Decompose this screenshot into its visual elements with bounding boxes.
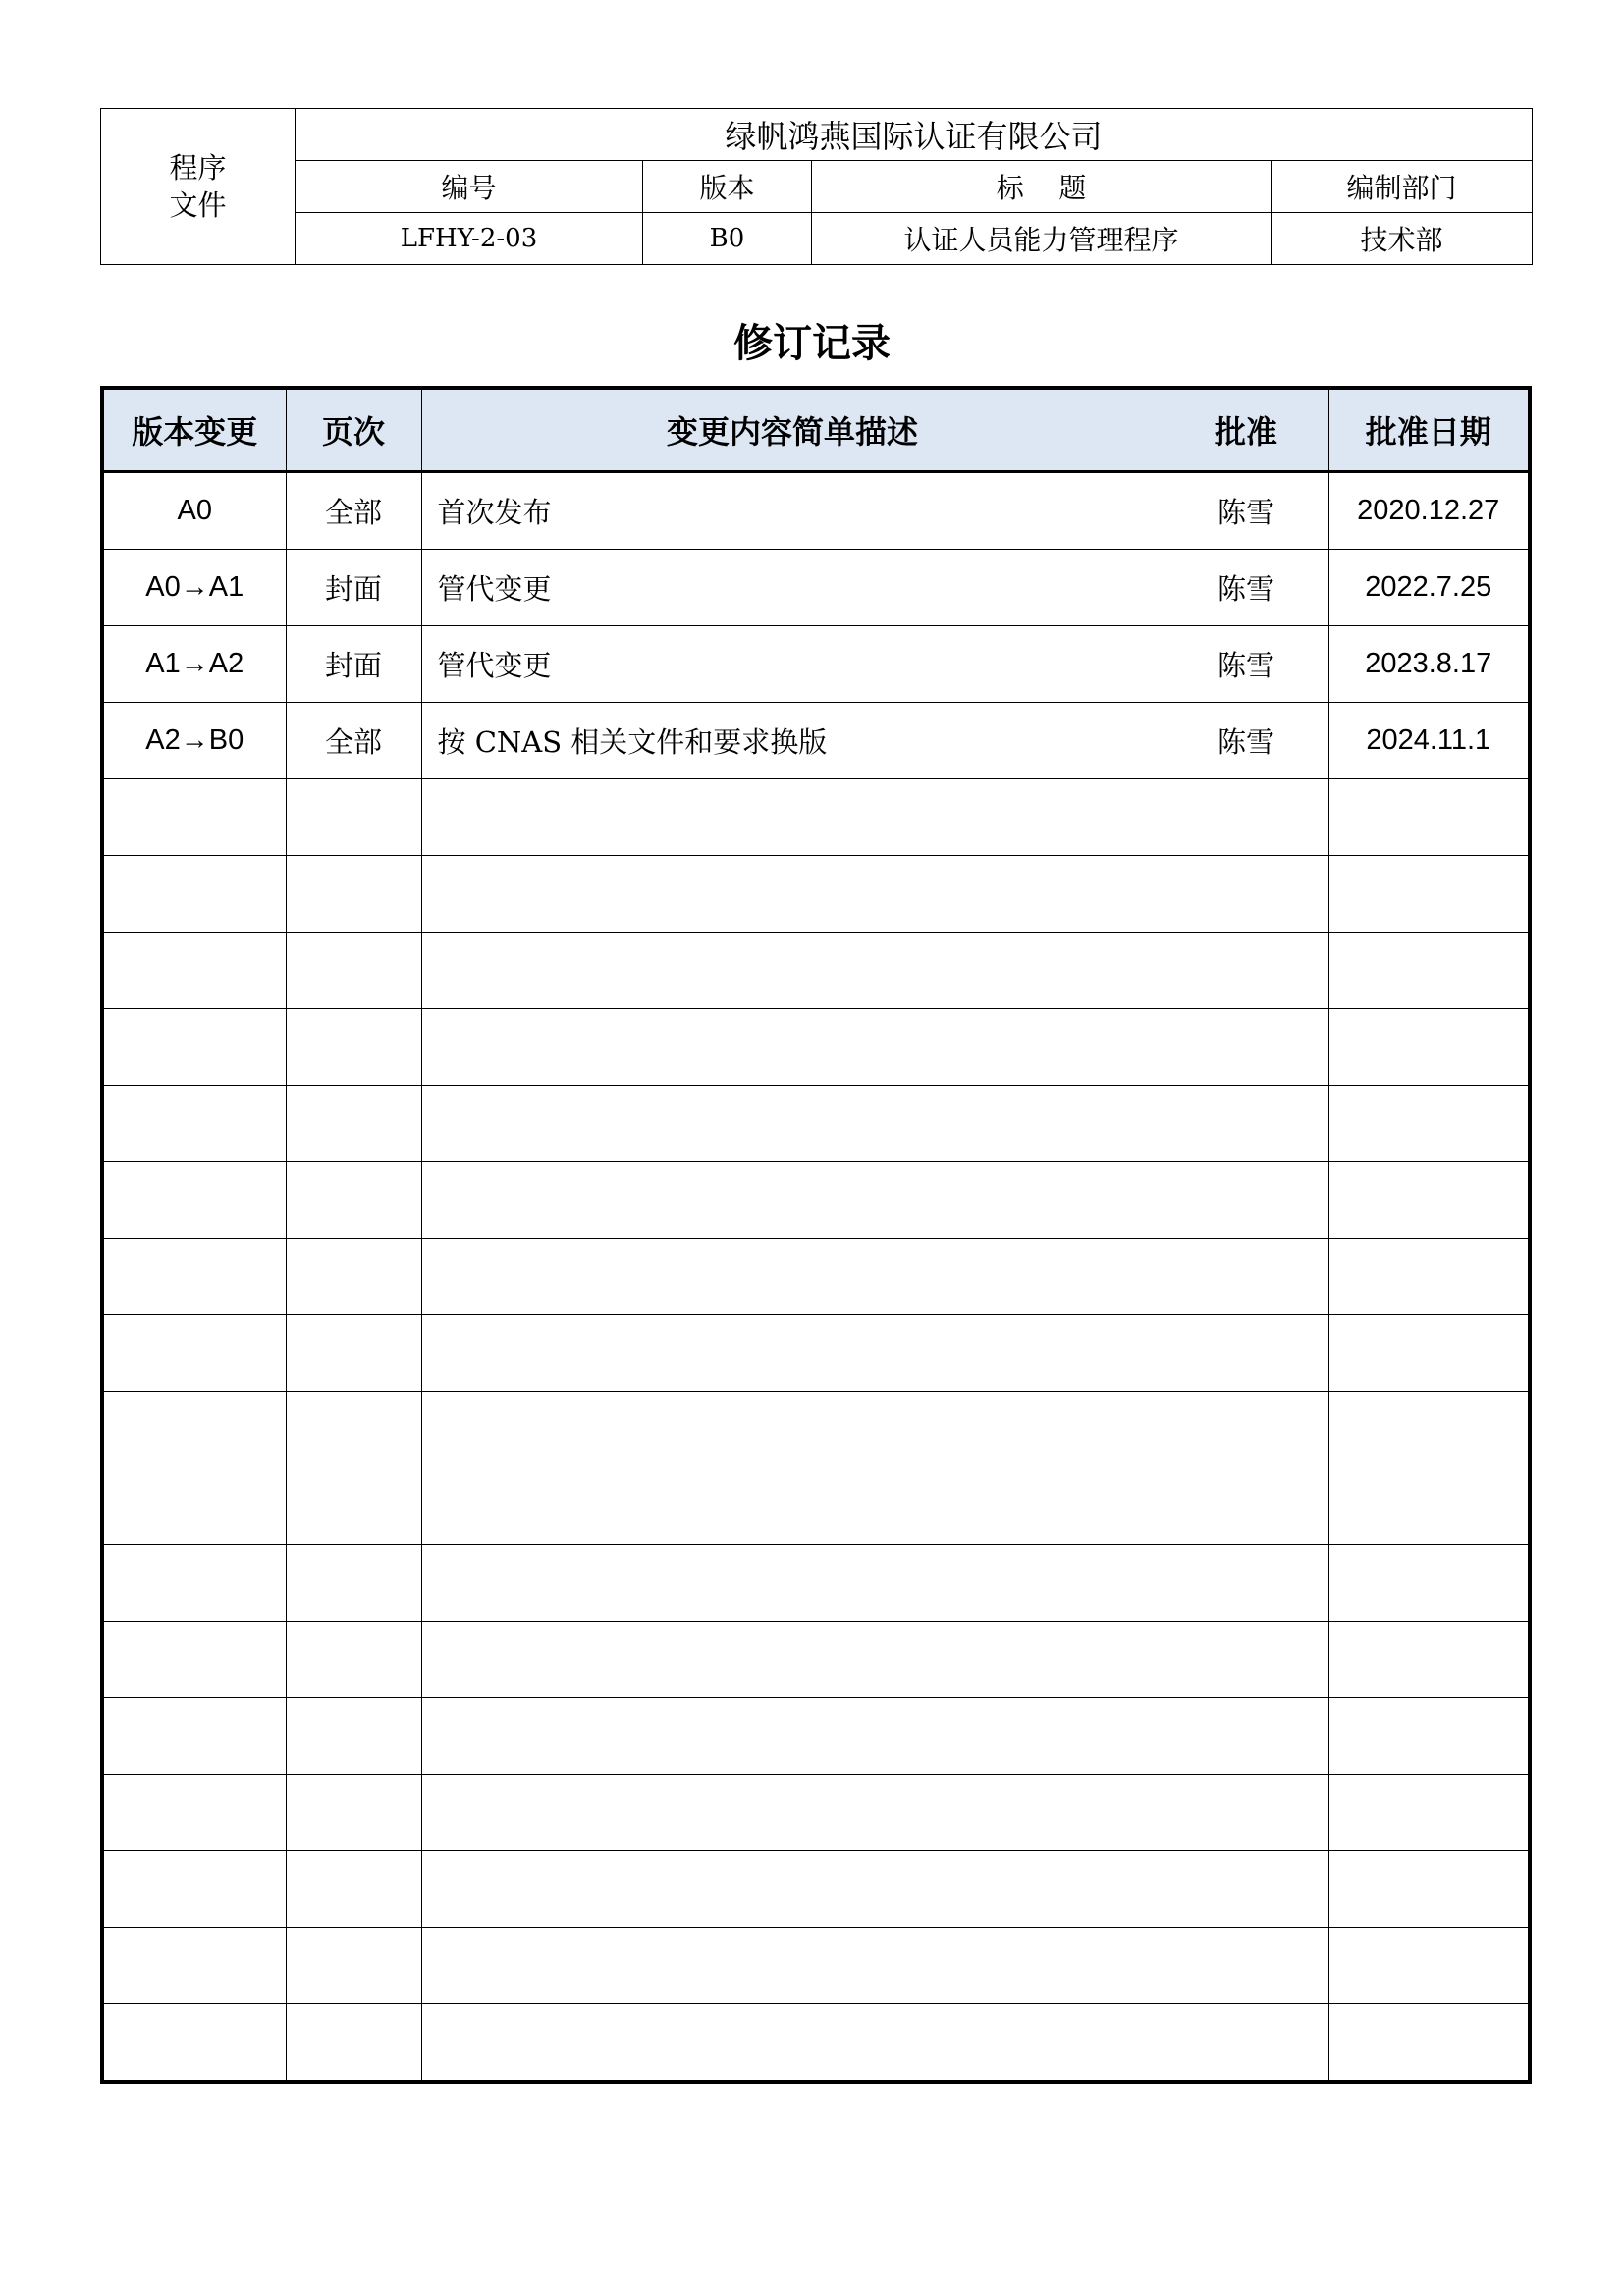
document-code: LFHY-2-03 — [296, 213, 643, 265]
pages-cell — [286, 933, 421, 1009]
approval-date-cell — [1328, 1009, 1530, 1086]
table-row — [102, 1009, 1530, 1086]
table-row — [102, 1775, 1530, 1851]
approver-cell: 陈雪 — [1164, 472, 1328, 550]
pages-cell — [286, 1086, 421, 1162]
version-change-cell — [102, 1392, 286, 1468]
approval-date-cell — [1328, 1775, 1530, 1851]
approval-date-cell — [1328, 1239, 1530, 1315]
approver-cell — [1164, 1086, 1328, 1162]
pages-cell — [286, 1698, 421, 1775]
description-cell — [421, 1622, 1164, 1698]
version-change-cell — [102, 1698, 286, 1775]
description-cell — [421, 856, 1164, 933]
description-cell — [421, 1009, 1164, 1086]
pages-cell — [286, 1392, 421, 1468]
description-cell — [421, 2004, 1164, 2083]
approver-cell: 陈雪 — [1164, 626, 1328, 703]
description-cell — [421, 1698, 1164, 1775]
version-change-cell — [102, 1086, 286, 1162]
pages-cell — [286, 1162, 421, 1239]
version-change-cell — [102, 933, 286, 1009]
document-version: B0 — [643, 213, 812, 265]
version-change-cell — [102, 1775, 286, 1851]
approval-date-cell: 2024.11.1 — [1328, 703, 1530, 779]
description-cell — [421, 779, 1164, 856]
pages-cell — [286, 1545, 421, 1622]
column-header-pages: 页次 — [286, 388, 421, 472]
description-cell — [421, 1928, 1164, 2004]
approver-cell — [1164, 1775, 1328, 1851]
approver-cell — [1164, 1468, 1328, 1545]
description-cell — [421, 1315, 1164, 1392]
approver-cell — [1164, 1392, 1328, 1468]
pages-cell — [286, 1775, 421, 1851]
approver-cell — [1164, 856, 1328, 933]
version-change-cell — [102, 1239, 286, 1315]
approver-cell — [1164, 933, 1328, 1009]
revision-table-body — [102, 472, 1530, 2083]
approver-cell — [1164, 1928, 1328, 2004]
table-row — [102, 1392, 1530, 1468]
approval-date-cell — [1328, 1468, 1530, 1545]
version-change-cell — [102, 856, 286, 933]
description-cell: 管代变更 — [421, 626, 1164, 703]
approval-date-cell: 2020.12.27 — [1328, 472, 1530, 550]
description-cell — [421, 933, 1164, 1009]
approval-date-cell — [1328, 1315, 1530, 1392]
approver-cell — [1164, 1698, 1328, 1775]
approval-date-cell — [1328, 1851, 1530, 1928]
version-change-cell — [102, 1545, 286, 1622]
column-header-approval-date: 批准日期 — [1328, 388, 1530, 472]
table-row — [102, 779, 1530, 856]
document-header-table — [100, 108, 1533, 265]
table-row — [102, 1468, 1530, 1545]
table-row — [102, 1851, 1530, 1928]
pages-cell: 全部 — [286, 472, 421, 550]
table-row — [102, 703, 1530, 779]
table-row — [102, 626, 1530, 703]
document-type-line2: 文件 — [169, 188, 227, 222]
description-cell — [421, 1851, 1164, 1928]
document-title: 认证人员能力管理程序 — [812, 213, 1272, 265]
description-cell: 按 CNAS 相关文件和要求换版 — [421, 703, 1164, 779]
column-header-approver: 批准 — [1164, 388, 1328, 472]
version-change-cell — [102, 2004, 286, 2083]
pages-cell: 全部 — [286, 703, 421, 779]
table-row — [102, 1622, 1530, 1698]
approval-date-cell — [1328, 1162, 1530, 1239]
document-type-cell — [101, 109, 296, 265]
approver-cell — [1164, 1009, 1328, 1086]
table-row — [102, 856, 1530, 933]
version-change-cell — [102, 1851, 286, 1928]
description-cell — [421, 1239, 1164, 1315]
version-change-cell — [102, 1162, 286, 1239]
approver-cell: 陈雪 — [1164, 703, 1328, 779]
table-row — [102, 1315, 1530, 1392]
description-cell — [421, 1468, 1164, 1545]
pages-cell — [286, 1315, 421, 1392]
table-row — [102, 1545, 1530, 1622]
version-change-cell: A2→B0 — [102, 703, 286, 779]
approver-cell — [1164, 1622, 1328, 1698]
description-cell: 管代变更 — [421, 550, 1164, 626]
pages-cell — [286, 1851, 421, 1928]
pages-cell — [286, 1239, 421, 1315]
approval-date-cell — [1328, 1698, 1530, 1775]
pages-cell: 封面 — [286, 626, 421, 703]
pages-cell: 封面 — [286, 550, 421, 626]
version-change-cell: A0→A1 — [102, 550, 286, 626]
approver-cell — [1164, 1162, 1328, 1239]
pages-cell — [286, 1468, 421, 1545]
approver-cell — [1164, 2004, 1328, 2083]
approval-date-cell: 2022.7.25 — [1328, 550, 1530, 626]
description-cell — [421, 1392, 1164, 1468]
column-header-version-change: 版本变更 — [102, 388, 286, 472]
table-row — [102, 1086, 1530, 1162]
description-cell — [421, 1545, 1164, 1622]
table-row — [102, 1239, 1530, 1315]
revision-table-header — [102, 388, 1530, 472]
approval-date-cell — [1328, 779, 1530, 856]
pages-cell — [286, 856, 421, 933]
version-change-cell — [102, 1928, 286, 2004]
column-header-description: 变更内容简单描述 — [421, 388, 1164, 472]
title-label: 标 题 — [812, 161, 1272, 213]
approval-date-cell — [1328, 1622, 1530, 1698]
version-change-cell: A1→A2 — [102, 626, 286, 703]
approval-date-cell — [1328, 933, 1530, 1009]
version-change-cell — [102, 1468, 286, 1545]
revision-table — [100, 386, 1532, 2084]
version-change-cell — [102, 1315, 286, 1392]
approver-cell: 陈雪 — [1164, 550, 1328, 626]
approval-date-cell — [1328, 1928, 1530, 2004]
pages-cell — [286, 1928, 421, 2004]
approval-date-cell — [1328, 2004, 1530, 2083]
table-row — [102, 1698, 1530, 1775]
table-row — [102, 1162, 1530, 1239]
table-row — [102, 933, 1530, 1009]
description-cell: 首次发布 — [421, 472, 1164, 550]
table-row — [102, 550, 1530, 626]
version-change-cell — [102, 779, 286, 856]
pages-cell — [286, 1009, 421, 1086]
description-cell — [421, 1775, 1164, 1851]
version-change-cell — [102, 1009, 286, 1086]
department-label: 编制部门 — [1272, 161, 1533, 213]
description-cell — [421, 1162, 1164, 1239]
table-row — [102, 472, 1530, 550]
approval-date-cell — [1328, 1086, 1530, 1162]
pages-cell — [286, 779, 421, 856]
table-row — [102, 2004, 1530, 2083]
pages-cell — [286, 1622, 421, 1698]
approval-date-cell — [1328, 1392, 1530, 1468]
approver-cell — [1164, 779, 1328, 856]
table-row — [102, 1928, 1530, 2004]
page-title: 修订记录 — [733, 321, 891, 366]
version-change-cell: A0 — [102, 472, 286, 550]
approver-cell — [1164, 1239, 1328, 1315]
description-cell — [421, 1086, 1164, 1162]
version-label: 版本 — [643, 161, 812, 213]
approver-cell — [1164, 1315, 1328, 1392]
approval-date-cell: 2023.8.17 — [1328, 626, 1530, 703]
company-name: 绿帆鸿燕国际认证有限公司 — [296, 109, 1533, 161]
approval-date-cell — [1328, 1545, 1530, 1622]
pages-cell — [286, 2004, 421, 2083]
version-change-cell — [102, 1622, 286, 1698]
approval-date-cell — [1328, 856, 1530, 933]
approver-cell — [1164, 1545, 1328, 1622]
document-type-line1: 程序 — [169, 151, 227, 185]
approver-cell — [1164, 1851, 1328, 1928]
document-department: 技术部 — [1272, 213, 1533, 265]
code-label: 编号 — [296, 161, 643, 213]
